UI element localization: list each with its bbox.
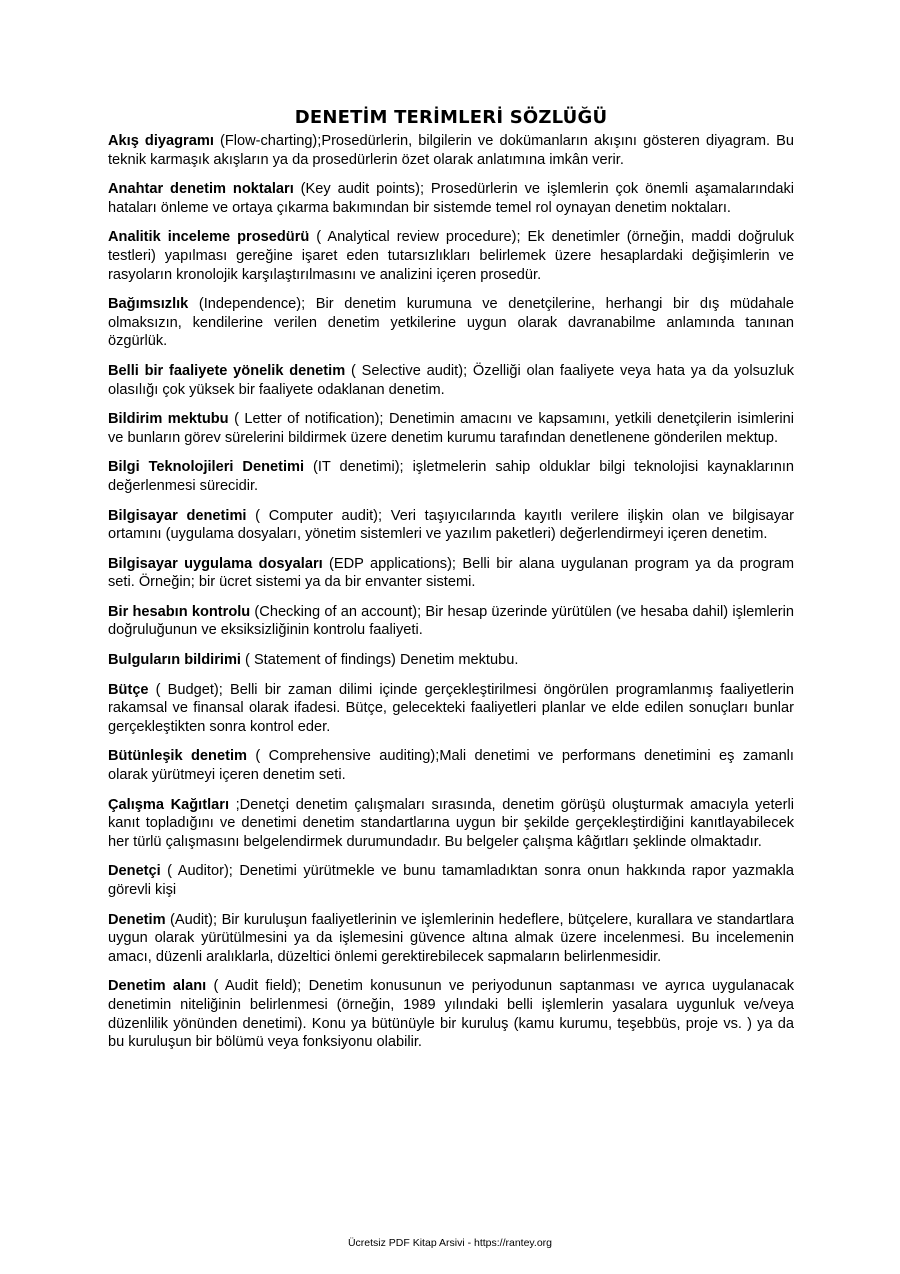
entry-definition: (Checking of an account); Bir hesap üzerinde yürütülen (ve hesaba dahil) işlemlerin doğruluğunun ve eksiksizliğinin kontrolu faaliyeti. <box>108 603 794 639</box>
glossary-entry <box>108 295 794 351</box>
entry-term: Bildirim mektubu <box>108 411 229 428</box>
entry-definition: ( Audit field); Denetim konusunun ve periyodunun saptanması ve ayrıca uygulanacak denetimin niteliğinin belirlenmesi (örneğin, 1989 yılındaki belli işlemlerin yasalara uygunluk ve/veya düzenlilik yönünden denetimi). Konu ya bütünüyle bir kuruluş (kamu kurumu, teşebbüs, proje vs. ) ya da bu kuruluşun bir bölümü veya fonksiyonu olabilir. <box>108 978 795 1051</box>
entry-definition: ( Auditor); Denetimi yürütmekle ve bunu tamamladıktan sonra onun hakkında rapor yazmakla görevli kişi <box>108 863 794 898</box>
entry-definition: (Flow-charting);Prosedürlerin, bilgilerin ve dokümanların akışını gösteren diyagram. Bu teknik karmaşık akışların ya da prosedürlerin özet olarak anlatımına imkân verir. <box>108 133 794 168</box>
glossary-entry <box>108 228 794 284</box>
entry-term: Bütçe <box>108 681 149 698</box>
entry-definition: (Key audit points); Prosedürlerin ve işlemlerin çok önemli aşamalarındaki hataları önleme ve ortaya çıkarma bakımından bir sistemde temel rol oynayan denetim noktaları. <box>108 181 794 216</box>
glossary-entry <box>108 977 794 1051</box>
entry-term: Bilgi Teknolojileri Denetimi <box>108 459 305 476</box>
glossary-entry <box>108 180 794 217</box>
glossary-entry <box>108 603 794 640</box>
entry-term: Bilgisayar uygulama dosyaları <box>108 555 323 572</box>
glossary-entry <box>108 132 794 169</box>
entry-definition: ( Letter of notification); Denetimin amacını ve kapsamını, yetkili denetçilerin isimlerini ve bunların görev sürelerini bildirmek üzere denetim kurumu tarafından denetlenene gönderilen mektup. <box>108 411 794 446</box>
entry-term: Denetçi <box>108 863 161 880</box>
entry-term: Denetim alanı <box>108 978 207 995</box>
entry-term: Bulguların bildirimi <box>108 652 241 669</box>
entry-definition: ( Computer audit); Veri taşıyıcılarında kayıtlı verilere ilişkin olan ve bilgisayar ortamını (uygulama dosyaları, yönetim sistemleri ve yazılım paketleri) değerlendirmeyi içeren denetim. <box>108 507 795 543</box>
entry-term: Bilgisayar denetimi <box>108 507 247 524</box>
glossary-entry <box>108 458 794 495</box>
glossary-entry <box>108 747 794 784</box>
entry-definition: ( Budget); Belli bir zaman dilimi içinde gerçekleştirilmesi öngörülen programlanmış faaliyetlerin rakamsal ve finansal olarak ifadesi. Bütçe, gelecekteki faaliyetleri planlar ve elde edilen sonuçları bunlar gerçekleştikten sonra kontrol eder. <box>108 681 794 735</box>
entry-term: Denetim <box>108 911 166 928</box>
entry-term: Anahtar denetim noktaları <box>108 181 294 198</box>
entry-definition: (IT denetimi); işletmelerin sahip olduklar bilgi teknolojisi kaynaklarının değerlenmesi sürecidir. <box>108 459 795 494</box>
glossary-entry <box>108 651 794 670</box>
entry-definition: ( Statement of findings) Denetim mektubu. <box>240 652 519 669</box>
entry-definition: (Audit); Bir kuruluşun faaliyetlerinin ve işlemlerinin hedeflere, bütçelere, kurallara ve standartlara uygun olarak yürütülmesini ya da işlemesini güvence altına almak üzere incelenmesi. Bu incelemenin amacı, düzenli aralıklarla, düzeltici önlemi gerektirebilecek sapmaların belirlenmesidir. <box>108 911 794 965</box>
entry-term: Belli bir faaliyete yönelik denetim <box>108 362 346 379</box>
glossary-entry <box>108 555 794 592</box>
glossary-entries <box>108 132 794 1063</box>
entry-definition: ( Analytical review procedure); Ek denetimler (örneğin, maddi doğruluk testleri) yapılması gereğine işaret eden tutarsızlıkları belirlemek üzere hesaplardaki değişimlerin ve rasyoların kronolojik karşılaştırılmasını ve analizini içeren prosedür. <box>108 229 794 283</box>
entry-definition: ;Denetçi denetim çalışmaları sırasında, denetim görüşü oluşturmak amacıyla yeterli kanıt topladığını ve denetimi denetim standartlarına uygun bir şekilde gerçekleştirdiğini kanıtlayabilecek her türlü çalışmasını belgelendirmek durumundadır. Bu belgeler çalışma kâğıtları şeklinde olmaktadır. <box>108 796 794 850</box>
glossary-entry <box>108 410 794 447</box>
entry-term: Bağımsızlık <box>108 296 189 313</box>
glossary-entry <box>108 362 794 399</box>
entry-term: Çalışma Kağıtları <box>108 796 229 813</box>
entry-term: Bütünleşik denetim <box>108 748 247 765</box>
glossary-entry <box>108 681 794 737</box>
glossary-entry <box>108 796 794 852</box>
glossary-entry <box>108 911 794 967</box>
entry-definition: ( Comprehensive auditing);Mali denetimi ve performans denetimini eş zamanlı olarak yürütmeyi içeren denetim seti. <box>108 748 794 784</box>
entry-term: Bir hesabın kontrolu <box>108 603 251 620</box>
entry-definition: ( Selective audit); Özelliği olan faaliyete veya hata ya da yolsuzluk olasılığı çok yüksek bir faaliyete odaklanan denetim. <box>108 362 794 398</box>
page-title: DENETİM TERİMLERİ SÖZLÜĞÜ <box>294 107 608 128</box>
entry-term: Akış diyagramı <box>108 133 214 149</box>
entry-term: Analitik inceleme prosedürü <box>108 229 310 246</box>
glossary-entry <box>108 507 794 544</box>
entry-definition: (Independence); Bir denetim kurumuna ve denetçilerine, herhangi bir dış müdahale olmaksızın, kendilerine verilen denetim yetkilerine uygun olarak davranabilme anlamında tanınan özgürlük. <box>108 296 794 350</box>
page-footer: Ücretsiz PDF Kitap Arsivi - https://rantey.org <box>347 1237 553 1249</box>
entry-definition: (EDP applications); Belli bir alana uygulanan program ya da program seti. Örneğin; bir ücret sistemi ya da bir envanter sistemi. <box>108 555 795 591</box>
glossary-entry <box>108 862 794 899</box>
